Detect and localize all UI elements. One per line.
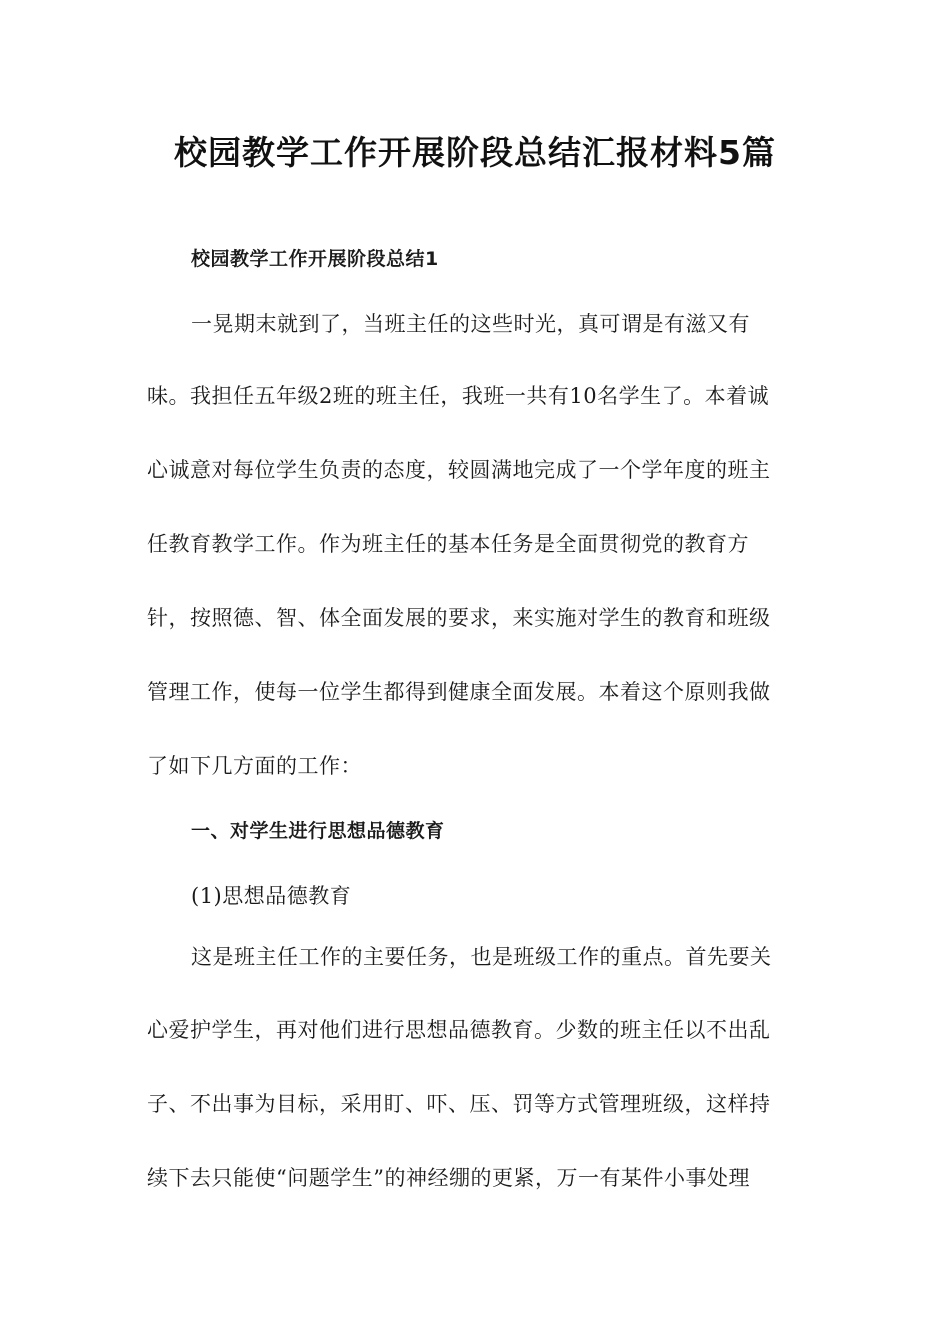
document-title: 校园教学工作开展阶段总结汇报材料5篇 bbox=[174, 133, 776, 172]
paragraph-line: 管理工作，使每一位学生都得到健康全面发展。本着这个原则我做 bbox=[147, 680, 771, 704]
paragraph-line: 续下去只能使“问题学生”的神经绷的更紧，万一有某件小事处理 bbox=[147, 1166, 750, 1190]
paragraph-line: 针，按照德、智、体全面发展的要求，来实施对学生的教育和班级 bbox=[147, 606, 771, 630]
paragraph-line: 一晃期末就到了，当班主任的这些时光，真可谓是有滋又有 bbox=[191, 312, 750, 336]
paragraph-line: 子、不出事为目标，采用盯、吓、压、罚等方式管理班级，这样持 bbox=[147, 1092, 771, 1116]
section-heading: 校园教学工作开展阶段总结1 bbox=[191, 248, 439, 270]
paragraph-line: 这是班主任工作的主要任务，也是班级工作的重点。首先要关 bbox=[191, 945, 772, 969]
paragraph-line: 味。我担任五年级2班的班主任，我班一共有10名学生了。本着诚 bbox=[147, 384, 770, 408]
paragraph-line: 心诚意对每位学生负责的态度，较圆满地完成了一个学年度的班主 bbox=[147, 458, 771, 482]
subheading: 一、对学生进行思想品德教育 bbox=[191, 820, 445, 842]
document-body bbox=[147, 240, 803, 1220]
paragraph-line: 了如下几方面的工作： bbox=[147, 754, 362, 778]
subheading: (1)思想品德教育 bbox=[191, 884, 352, 908]
paragraph-line: 心爱护学生，再对他们进行思想品德教育。少数的班主任以不出乱 bbox=[147, 1018, 771, 1042]
paragraph-line: 任教育教学工作。作为班主任的基本任务是全面贯彻党的教育方 bbox=[147, 532, 749, 556]
